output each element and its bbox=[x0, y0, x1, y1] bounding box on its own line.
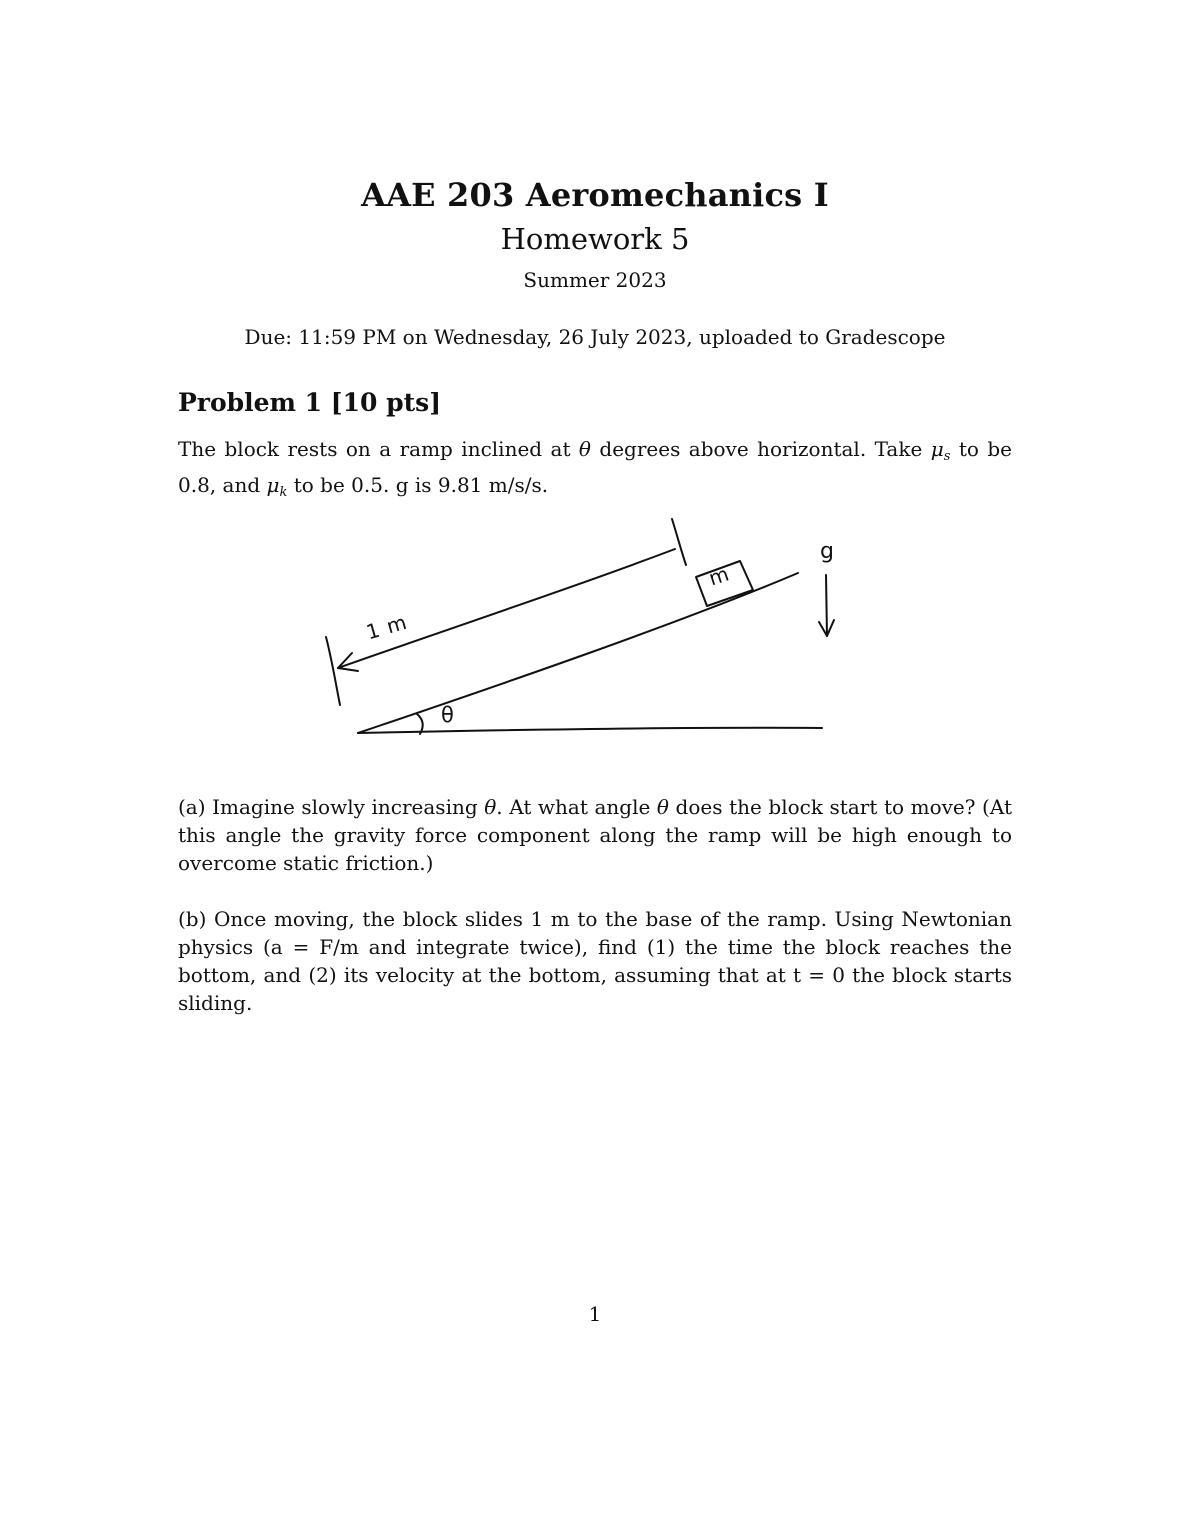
intro-text-1: The block rests on a ramp inclined at bbox=[178, 437, 579, 461]
mu-s-symbol: μ bbox=[930, 437, 944, 461]
mu-k-subscript: k bbox=[279, 485, 288, 500]
theta-symbol: θ bbox=[578, 437, 591, 461]
ground-line bbox=[358, 728, 822, 733]
part-a-text-1: (a) Imagine slowly increasing bbox=[178, 795, 485, 819]
ramp-diagram bbox=[300, 505, 860, 755]
intro-text-3: to be 0.8, and bbox=[178, 437, 1012, 497]
length-label: 1 m bbox=[363, 609, 411, 645]
theta-symbol: θ bbox=[484, 795, 497, 819]
page-number: 1 bbox=[588, 1302, 602, 1326]
part-a-text-3: does the block start to move? (At this angle the gravity force component along the ramp will be high enough to overcome static friction.) bbox=[178, 795, 1012, 875]
course-title: AAE 203 Aeromechanics I bbox=[361, 176, 829, 214]
dimension-line bbox=[338, 549, 675, 668]
mass-label: m bbox=[705, 561, 732, 591]
mu-s-subscript: s bbox=[943, 449, 951, 464]
part-b-text: (b) Once moving, the block slides 1 m to the base of the ramp. Using Newtonian physics (a = F/m and integrate twice), find (1) the time the block reaches the bottom, and (2) its velocity at the bottom, assuming that at t = 0 the block starts sliding. bbox=[178, 907, 1012, 1015]
problem-intro bbox=[178, 435, 1012, 507]
gravity-arrow bbox=[826, 575, 827, 636]
dimension-tick-left bbox=[326, 637, 340, 705]
assignment-title: Homework 5 bbox=[500, 222, 690, 256]
due-date: Due: 11:59 PM on Wednesday, 26 July 2023, uploaded to Gradescope bbox=[244, 325, 946, 349]
gravity-label: g bbox=[820, 539, 834, 564]
angle-label: θ bbox=[441, 703, 454, 727]
intro-text-2: degrees above horizontal. Take bbox=[590, 437, 931, 461]
dimension-tick-right bbox=[672, 519, 686, 565]
mu-k-symbol: μ bbox=[266, 473, 280, 497]
theta-symbol: θ bbox=[656, 795, 669, 819]
intro-text-4: to be 0.5. g is 9.81 m/s/s. bbox=[287, 473, 549, 497]
problem-heading: Problem 1 [10 pts] bbox=[178, 388, 442, 417]
term-label: Summer 2023 bbox=[523, 268, 667, 292]
part-a-text-2: . At what angle bbox=[496, 795, 657, 819]
part-a-text bbox=[178, 793, 1012, 877]
